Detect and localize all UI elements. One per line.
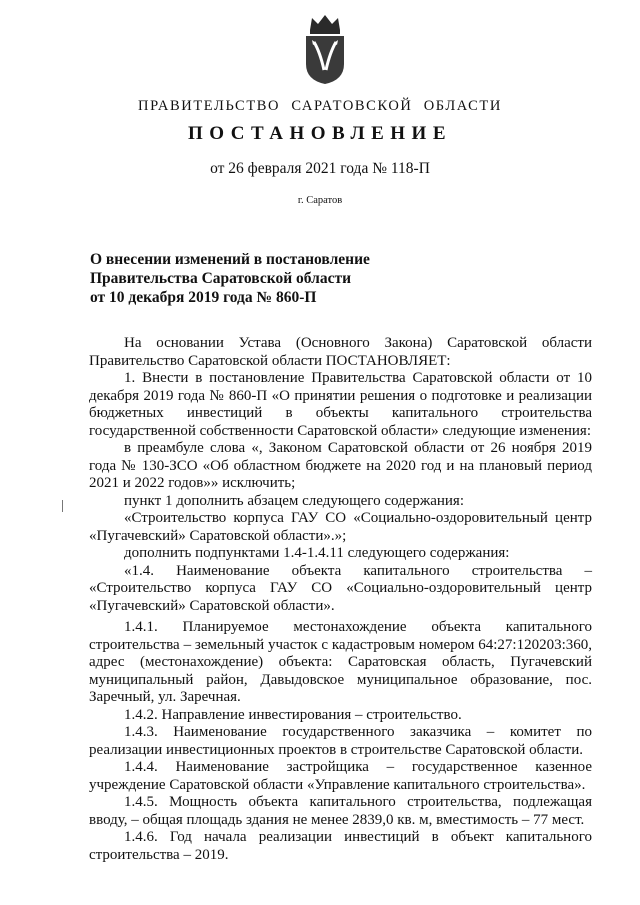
title-line: Правительства Саратовской области [90,270,351,287]
body-paragraph: 1.4.3. Наименование государственного заказчика – комитет по реализации инвестиционных проектов в строительстве Саратовской области. [89,724,592,758]
body-paragraph: дополнить подпунктами 1.4-1.4.11 следующего содержания: [124,545,510,561]
body-paragraph: 1.4.2. Направление инвестирования – строительство. [124,706,462,723]
body-paragraph: На основании Устава (Основного Закона) Саратовской области Правительство Саратовской области ПОСТАНОВЛЯЕТ: [89,335,592,369]
document-type: ПОСТАНОВЛЕНИЕ [187,123,453,144]
document-body [89,335,592,864]
body-paragraph: 1. Внести в постановление Правительства Саратовской области от 10 декабря 2019 года № 860-П «О принятии решения о подготовке и реализации бюджетных инвестиций в объекты капитального строительства государственной собственности Саратовской области» следующие изменения: [89,370,592,439]
body-paragraph: «1.4. Наименование объекта капитального строительства – «Строительство корпуса ГАУ СО «Социально-оздоровительный центр «Пугачевский» Саратовской области». [89,562,592,614]
government-name: ПРАВИТЕЛЬСТВО САРАТОВСКОЙ ОБЛАСТИ [138,98,502,114]
title-line: от 10 декабря 2019 года № 860-П [90,289,317,306]
body-paragraph: 1.4.5. Мощность объекта капитального строительства, подлежащая вводу, – общая площадь здания не менее 2839,0 кв. м, вместимость – 77 мест. [89,794,592,828]
body-paragraph: «Строительство корпуса ГАУ СО «Социально-оздоровительный центр «Пугачевский» Саратовской области».»; [89,510,592,544]
document-title [90,250,510,307]
body-paragraph: пункт 1 дополнить абзацем следующего содержания: [124,492,464,509]
saratov-coat-of-arms-icon [300,12,350,86]
document-city: г. Саратов [297,195,343,206]
margin-mark [62,500,63,512]
body-paragraph: 1.4.6. Год начала реализации инвестиций в объект капитального строительства – 2019. [89,829,592,863]
document-date-number: от 26 февраля 2021 года № 118-П [210,160,430,177]
body-paragraph: 1.4.4. Наименование застройщика – государственное казенное учреждение Саратовской области «Управление капитального строительства». [89,759,592,793]
body-paragraph: в преамбуле слова «, Законом Саратовской области от 26 ноября 2019 года № 130-ЗСО «Об областном бюджете на 2020 год и на плановый период 2021 и 2022 годов»» исключить; [89,440,592,491]
body-paragraph: 1.4.1. Планируемое местонахождение объекта капитального строительства – земельный участок с кадастровым номером 64:27:120203:360, адрес (местонахождение) объекта: Саратовская область, Пугачевский муниципальный район, Давыдовское муниципальное образование, пос. Заречный, ул. Заречная. [89,619,592,705]
title-line: О внесении изменений в постановление [90,251,370,268]
